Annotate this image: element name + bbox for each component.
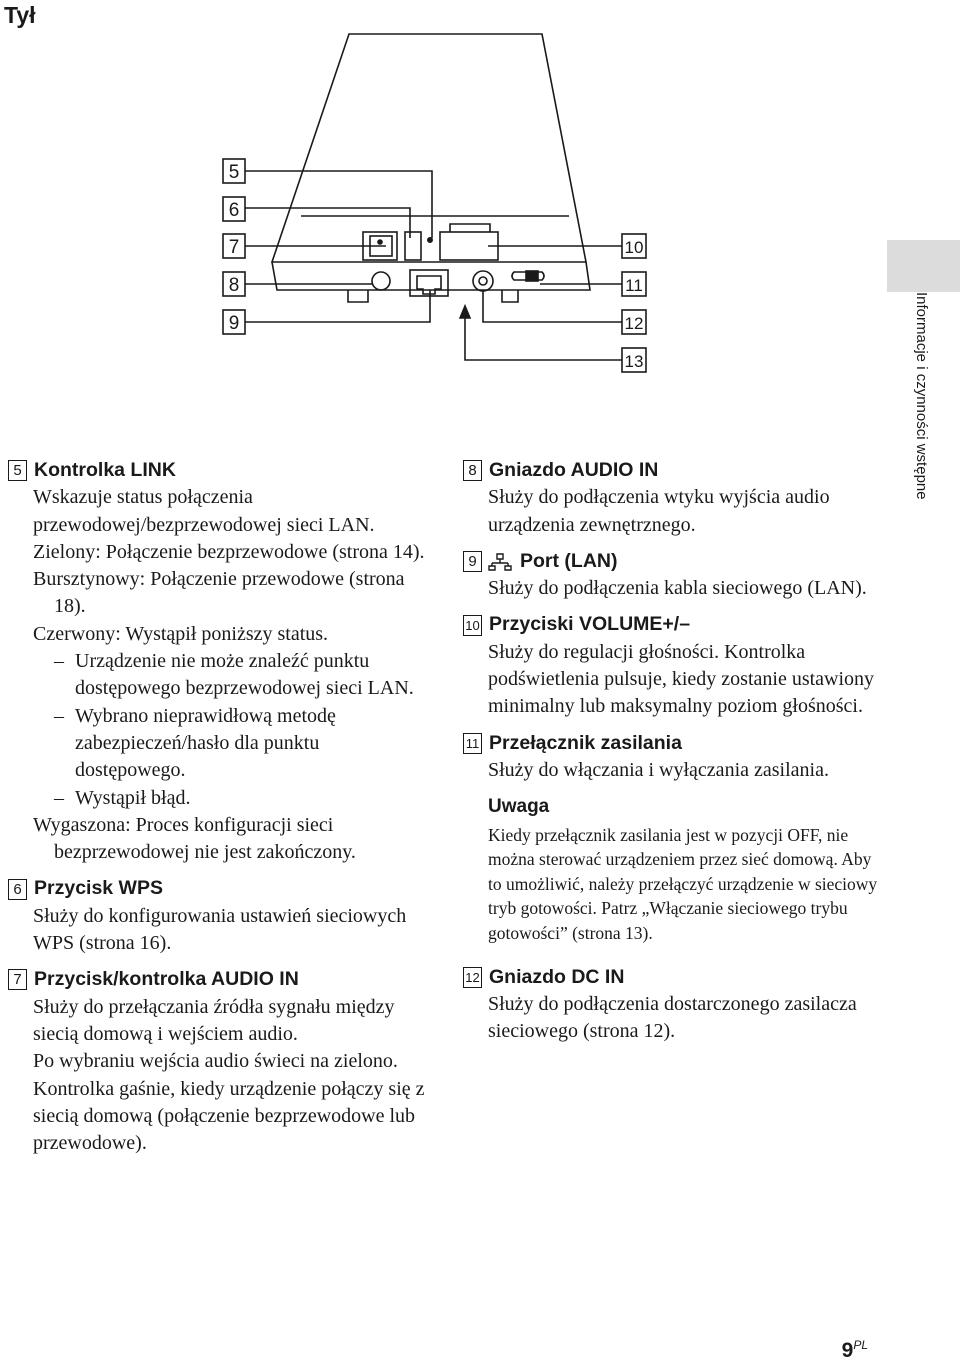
item-number-box: 10 bbox=[463, 615, 482, 636]
left-foot bbox=[348, 290, 368, 302]
item-description bbox=[8, 484, 428, 866]
dc-in-jack-inner bbox=[479, 277, 487, 285]
item-title: Gniazdo AUDIO IN bbox=[489, 459, 659, 481]
item-number-box: 12 bbox=[463, 967, 482, 988]
item-title: Przyciski VOLUME+/– bbox=[489, 613, 691, 636]
item-5 bbox=[8, 457, 428, 866]
description-line: Wskazuje status połączenia przewodowej/bezprzewodowej sieci LAN. bbox=[33, 486, 375, 536]
description-line: Służy do podłączenia dostarczonego zasilacza sieciowego (strona 12). bbox=[488, 992, 857, 1043]
left-column bbox=[8, 457, 428, 1166]
item-12 bbox=[463, 964, 883, 1046]
description-line: Wygaszona: Proces konfiguracji sieci bezprzewodowej nie jest zakończony. bbox=[33, 813, 356, 864]
item-description bbox=[8, 994, 428, 1158]
description-line: Służy do podłączenia wtyku wyjścia audio urządzenia zewnętrznego. bbox=[488, 486, 830, 536]
description-line: Służy do przełączania źródła sygnału między siecią domową i wejściem audio. bbox=[33, 995, 395, 1045]
item-heading bbox=[463, 730, 883, 757]
page-number bbox=[842, 1338, 868, 1363]
note-text: Kiedy przełącznik zasilania jest w pozycji OFF, nie można sterować urządzeniem przez sieć domową. Aby to umożliwić, należy przełączyć urządzenie w sieciowy tryb gotowości. Patrz „Włączanie sieciowego trybu gotowości” (strona 13). bbox=[488, 824, 878, 943]
item-heading bbox=[8, 875, 428, 902]
item-description bbox=[463, 757, 883, 784]
diagram-label-13: 13 bbox=[624, 352, 644, 371]
item-title: Kontrolka LINK bbox=[34, 459, 176, 481]
dc-in-jack-outer bbox=[473, 271, 493, 291]
description-line: Kontrolka gaśnie, kiedy urządzenie połączy się z siecią domową (połączenie bezprzewodowe lub przewodowe). bbox=[33, 1077, 425, 1155]
item-number-box: 11 bbox=[463, 733, 482, 754]
description-line: – Wybrano nieprawidłową metodę zabezpieczeń/hasło dla punktu dostępowego. bbox=[33, 703, 428, 785]
description-line: Po wybraniu wejścia audio świeci na zielono. bbox=[33, 1050, 398, 1073]
item-description bbox=[8, 903, 428, 958]
item-6 bbox=[8, 875, 428, 957]
leader-line-9 bbox=[245, 290, 430, 322]
diagram-label-7: 7 bbox=[228, 237, 240, 258]
item-11 bbox=[463, 730, 883, 785]
diagram-label-6: 6 bbox=[228, 200, 240, 221]
description-line: Służy do włączania i wyłączania zasilania. bbox=[488, 758, 829, 781]
chapter-tab bbox=[887, 240, 960, 292]
description-line: Czerwony: Wystąpił poniższy status. bbox=[33, 622, 329, 645]
speaker-body-outline bbox=[272, 34, 586, 262]
diagram-label-9: 9 bbox=[228, 313, 240, 334]
description-line: – Urządzenie nie może znaleźć punktu dostępowego bezprzewodowej sieci LAN. bbox=[33, 648, 428, 703]
item-title: Przycisk/kontrolka AUDIO IN bbox=[34, 968, 299, 991]
diagram-label-11: 11 bbox=[625, 276, 643, 295]
lan-port-icon bbox=[488, 553, 512, 571]
item-title: Port (LAN) bbox=[520, 549, 618, 572]
item-9 bbox=[463, 548, 883, 603]
item-title: Przycisk WPS bbox=[34, 877, 163, 900]
item-heading bbox=[8, 966, 428, 993]
description-line: Służy do konfigurowania ustawień sieciowych WPS (strona 16). bbox=[33, 904, 407, 955]
description-line: Zielony: Połączenie bezprzewodowe (strona 14). bbox=[33, 540, 425, 563]
item-10 bbox=[463, 611, 883, 720]
description-line: Bursztynowy: Połączenie przewodowe (strona 18). bbox=[33, 568, 405, 618]
diagram-label-8: 8 bbox=[228, 275, 240, 296]
item-number-box: 8 bbox=[463, 460, 482, 481]
diagram-label-12: 12 bbox=[624, 314, 644, 333]
item-number-box: 7 bbox=[8, 969, 27, 990]
diagram-label-10: 10 bbox=[624, 238, 644, 257]
item-heading bbox=[463, 964, 883, 991]
note-box bbox=[463, 793, 883, 945]
item-description bbox=[463, 991, 883, 1046]
leader-line-13 bbox=[465, 310, 622, 360]
audio-in-jack bbox=[372, 272, 390, 290]
item-title: Przełącznik zasilania bbox=[489, 731, 682, 754]
item-number-box: 9 bbox=[463, 551, 482, 572]
diagram-label-5: 5 bbox=[228, 162, 240, 183]
item-description bbox=[463, 575, 883, 602]
description-line: – Wystąpił błąd. bbox=[33, 785, 428, 812]
item-number-box: 5 bbox=[8, 460, 27, 481]
arrow-up bbox=[460, 306, 470, 318]
audio-in-button-outline bbox=[405, 232, 421, 260]
description-line: Służy do podłączenia kabla sieciowego (LAN). bbox=[488, 577, 867, 600]
note-title: Uwaga bbox=[488, 796, 550, 818]
leader-line-5 bbox=[245, 171, 432, 238]
chapter-label: Informacje i czynności wstępne bbox=[913, 292, 930, 500]
item-number-box: 6 bbox=[8, 879, 27, 900]
item-heading bbox=[463, 548, 883, 575]
leader-line-6 bbox=[245, 208, 410, 238]
leader-line-12 bbox=[483, 290, 622, 322]
page-number-value: 9 bbox=[841, 1339, 854, 1362]
description-line: Służy do regulacji głośności. Kontrolka podświetlenia pulsuje, kiedy zostanie ustawiony minimalny lub maksymalny poziom głośności. bbox=[488, 640, 875, 718]
page-number-suffix: PL bbox=[853, 1338, 868, 1352]
item-title: Gniazdo DC IN bbox=[489, 965, 625, 988]
right-column bbox=[463, 457, 883, 1054]
right-foot bbox=[502, 290, 518, 302]
item-heading bbox=[463, 457, 883, 484]
item-heading bbox=[8, 457, 428, 484]
item-description bbox=[463, 639, 883, 721]
device-rear-diagram bbox=[0, 0, 960, 400]
item-7 bbox=[8, 966, 428, 1157]
item-description bbox=[463, 484, 883, 539]
item-heading bbox=[463, 611, 883, 638]
lan-port-outline bbox=[410, 270, 448, 296]
page-title: Tył bbox=[4, 2, 36, 28]
item-8 bbox=[463, 457, 883, 539]
